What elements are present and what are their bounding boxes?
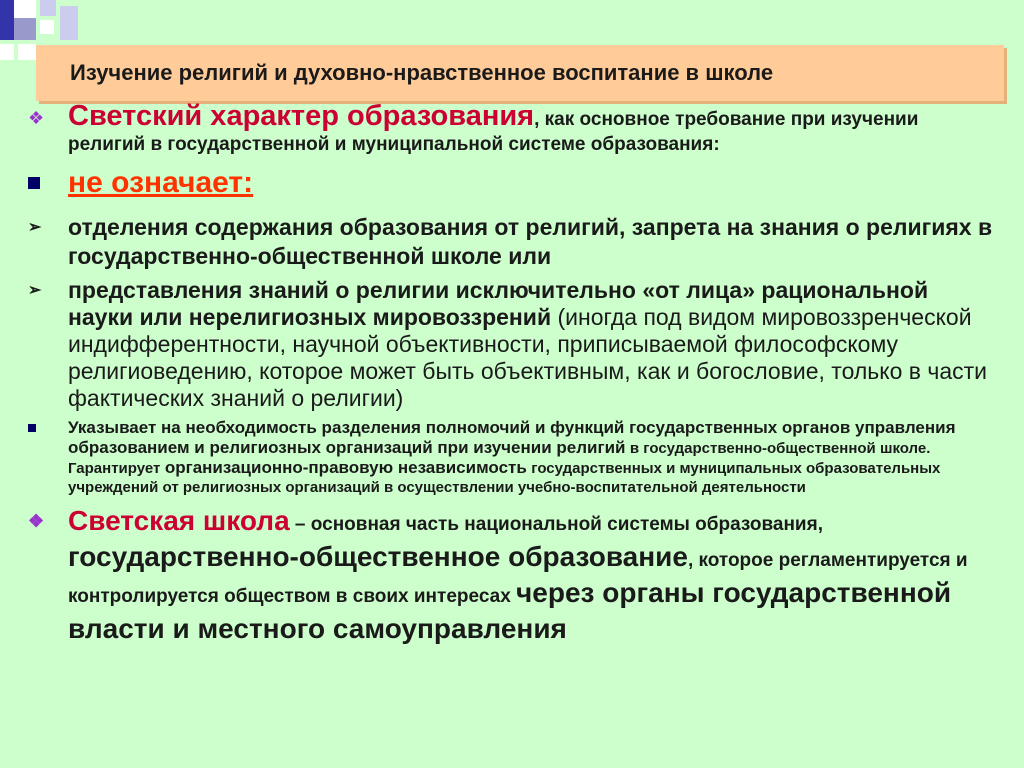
item-text: организационно-правовую независимость [164, 458, 527, 477]
item-heading: Светская школа [68, 505, 290, 536]
item-text: государственных и муниципальных образовательных учреждений от религиозных организаций в осуществлении учебно-воспитательной деятельности [68, 460, 941, 496]
item-text: через органы государственной власти и местного самоуправления [68, 577, 952, 644]
list-item [28, 505, 998, 649]
item-text: в государственно-общественной школе. [629, 440, 931, 457]
item-text: , которое регламентируется и контролируется обществом в своих интересах [68, 550, 968, 607]
deco-square [60, 6, 78, 40]
deco-square [18, 44, 36, 60]
item-text-normal: (иногда под видом мировоззренческой индифферентности, научной объективности, приписываемой философскому религиоведению, которое может быть объективным, как и богословие, только в части фактических знаний о религии) [68, 304, 988, 411]
list-item [28, 418, 998, 497]
deco-square [14, 0, 36, 18]
item-text: Указывает на необходимость разделения полномочий и функций государственных органов управления образованием и религиозных организаций при изучении религий [68, 418, 956, 457]
title-box [36, 45, 1004, 101]
arrow-icon: ➢ [28, 219, 42, 236]
diamond-icon: ❖ [28, 511, 45, 531]
item-text: отделения содержания образования от религий, запрета на знания о религиях в государственно-общественной школе или [68, 214, 993, 269]
deco-square [0, 0, 14, 40]
list-item [28, 277, 998, 412]
item-heading: Светский характер образования [68, 100, 535, 132]
content [28, 100, 998, 649]
list-item [28, 100, 998, 158]
item-text: – основная часть национальной системы образования, [294, 514, 823, 535]
page-title: Изучение религий и духовно-нравственное воспитание в школе [70, 60, 774, 85]
small-square-icon [28, 424, 36, 432]
list-item [28, 166, 998, 205]
item-text: государственно-общественное образование [68, 541, 688, 572]
square-icon [28, 177, 40, 189]
deco-square [40, 20, 54, 34]
item-text-bold: представления знаний о религии исключительно «от лица» рациональной науки или нерелигиозных мировоззрений [68, 277, 929, 330]
list-item [28, 213, 998, 271]
item-heading: не означает: [68, 166, 254, 199]
arrow-icon: ➢ [28, 282, 42, 299]
diamond-icon: ❖ [28, 108, 45, 128]
deco-square [14, 18, 36, 40]
item-text: , как основное требование при изучении религий в государственной и муниципальной системе образования: [68, 109, 919, 155]
deco-square [0, 44, 14, 60]
deco-square [40, 0, 56, 16]
item-text: Гарантирует [68, 460, 161, 477]
